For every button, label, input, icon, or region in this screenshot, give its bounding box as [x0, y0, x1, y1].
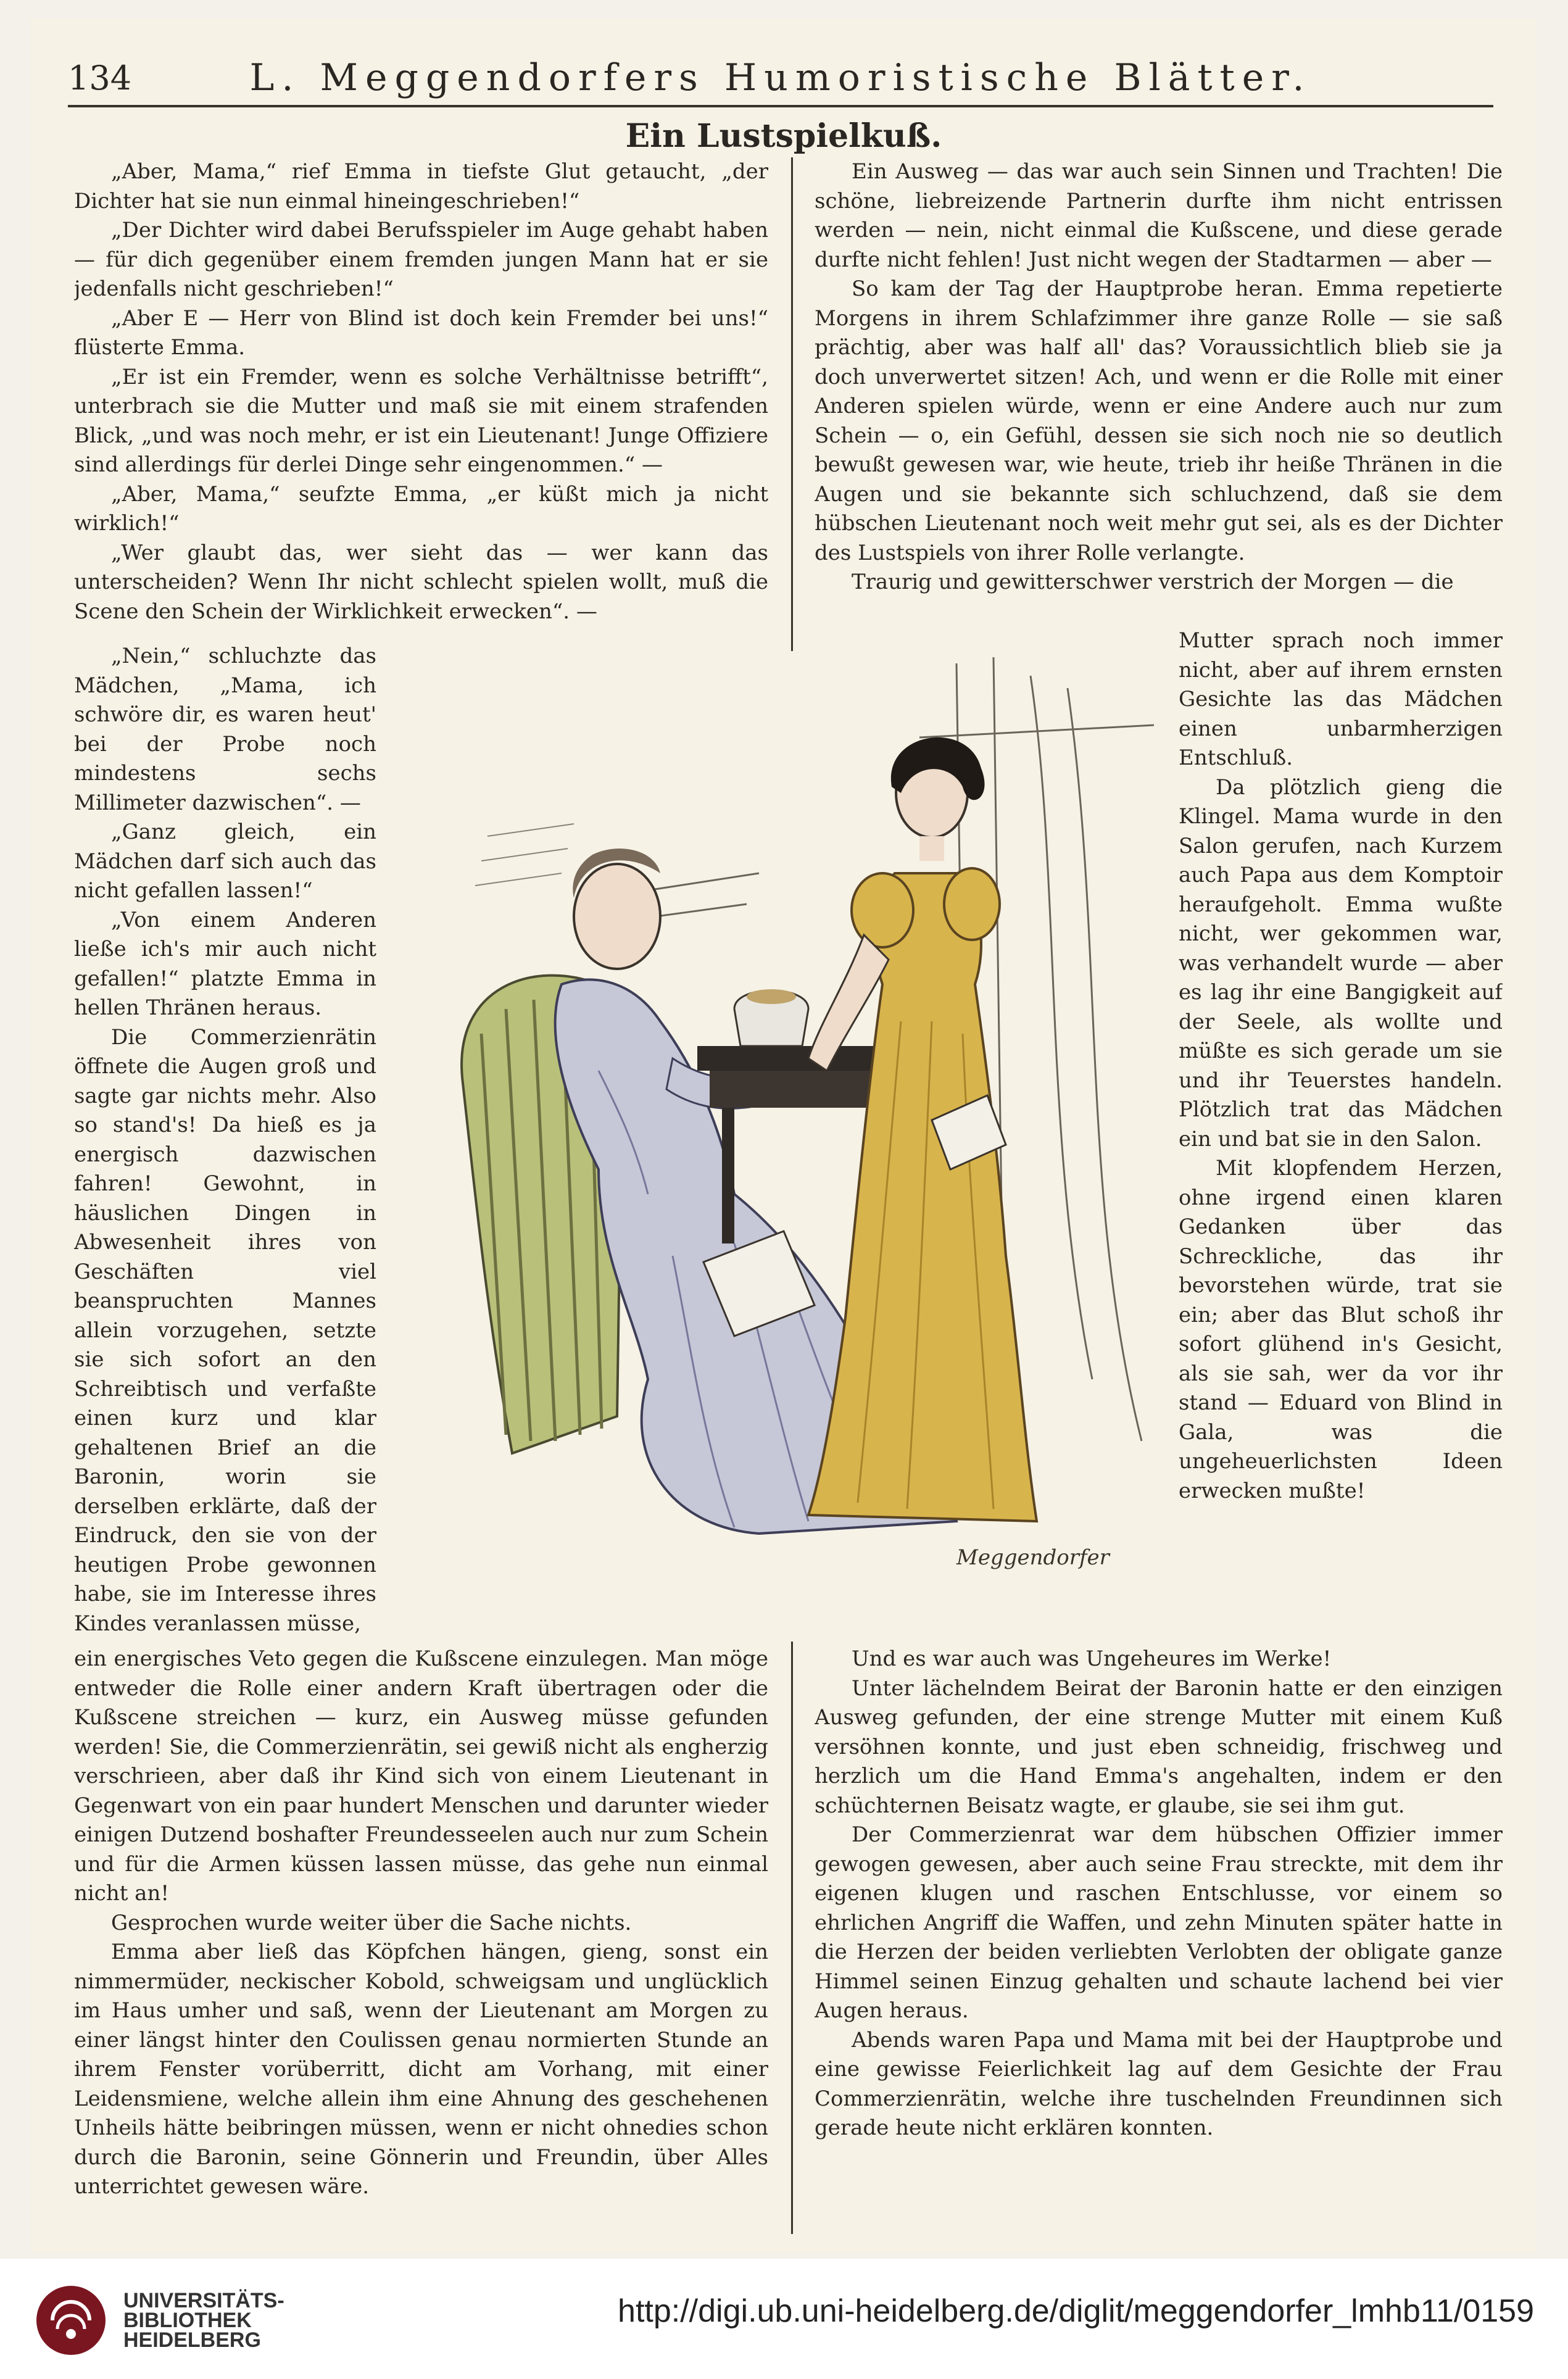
page-number: 134 — [68, 59, 132, 98]
column-right-top — [815, 157, 1503, 626]
standing-daughter — [808, 737, 1037, 1521]
heidelberg-library-logo — [34, 2283, 108, 2357]
library-name-line: HEIDELBERG — [123, 2328, 261, 2352]
paragraph: Ein Ausweg — das war auch sein Sinnen und Trachten! Die schöne, liebreizende Partnerin durfte ihm nicht entrissen werden — nein, nicht einmal die Kußscene, und diese gerade durfte nicht fehlen! Just nicht wegen der Stadtarmen — aber — — [815, 159, 1503, 272]
newspaper-page — [31, 19, 1537, 2252]
column-right-narrow — [1179, 626, 1503, 1632]
paragraph: Abends waren Papa und Mama mit bei der Hauptprobe und eine gewisse Feierlichkeit lag auf dem Gesichte der Frau Commerzienrätin, welche ihre tuschelnden Freundinnen sich gerade heute nicht erklären konnten. — [815, 2027, 1503, 2140]
paragraph: Emma aber ließ das Köpfchen hängen, gieng, sonst ein nimmermüder, neckischer Kobold, schweigsam und unglücklich im Haus umher und saß, wenn der Lieutenant am Morgen zu einer längst hinter den Coulissen genau normierten Stunde an ihrem Fenster vorüberritt, dicht am Vorhang, mit einer Leidensmiene, welche allein ihm eine Ahnung des geschehenen Unheils hätte beibringen müssen, wenn er nicht ohnedies schon durch die Baronin, seine Gönnerin und Freundin, über Alles unterrichtet gewesen wäre. — [74, 1940, 768, 2199]
paragraph: „Aber E — Herr von Blind ist doch kein Fremder bei uns!“ flüsterte Emma. — [74, 305, 768, 360]
paragraph: „Von einem Anderen ließe ich's mir auch nicht gefallen!“ platzte Emma in hellen Thränen heraus. — [74, 907, 376, 1020]
library-footer — [0, 2259, 1568, 2379]
paragraph: „Nein,“ schluchzte das Mädchen, „Mama, ich schwöre dir, es waren heut' bei der Probe noch mindestens sechs Millimeter dazwischen“. — — [74, 644, 376, 815]
paragraph: „Aber, Mama,“ seufzte Emma, „er küßt mich ja nicht wirklich!“ — [74, 481, 768, 536]
paragraph: Traurig und gewitterschwer verstrich der Morgen — die — [852, 570, 1454, 594]
paragraph: Gesprochen wurde weiter über die Sache nichts. — [111, 1910, 632, 1935]
column-right-bottom — [815, 1645, 1503, 2237]
column-left-narrow — [74, 642, 376, 1642]
article-title: Ein Lustspielkuß. — [625, 117, 942, 155]
column-divider-top — [791, 157, 793, 651]
paragraph: Unter lächelndem Beirat der Baronin hatte er den einzigen Ausweg gefunden, der eine strenge Mutter mit einem Kuß versöhnen konnte, und just eben schneidig, frischweg und herzlich um die Hand Emma's angehalten, indem er den schüchternen Beisatz wagte, er glaube, sie sei ihm gut. — [815, 1675, 1503, 1818]
page-header — [68, 46, 1493, 107]
library-name-line: BIBLIOTHEK — [123, 2309, 252, 2332]
source-url[interactable]: http://digi.ub.uni-heidelberg.de/diglit/meggendorfer_lmhb11/0159 — [618, 2293, 1534, 2329]
paragraph: „Wer glaubt das, wer sieht das — wer kann das unterscheiden? Wenn Ihr nicht schlecht spielen wollt, muß die Scene den Schein der Wirklichkeit erwecken“. — — [74, 540, 768, 624]
background-hatching — [475, 824, 574, 886]
paragraph: Mutter sprach noch immer nicht, aber auf ihrem ernsten Gesichte las das Mädchen einen unbarmherzigen Entschluß. — [1179, 628, 1503, 770]
paragraph: ein energisches Veto gegen die Kußscene einzulegen. Man möge entweder die Rolle einer andern Kraft übertragen oder die Kußscene streichen — kurz, ein Ausweg müsse gefunden werden! Sie, die Commerzienrätin, sei gewiß nicht als engherzig verschrieen, aber daß ihr Kind sich von einem Lieutenant in Gegenwart von ein paar hundert Menschen und darunter wieder einigen Dutzend boshafter Freundesseelen auch nur zum Schein und für die Armen küssen lassen müsse, das gehe nun einmal nicht an! — [74, 1646, 768, 1906]
library-name — [123, 2291, 284, 2350]
running-title: L. Meggendorfers Humoristische Blätter. — [249, 56, 1312, 99]
paragraph: „Der Dichter wird dabei Berufsspieler im Auge gehabt haben — für dich gegenüber einem fremden jungen Mann hat er sie jedenfalls nicht geschrieben!“ — [74, 218, 768, 301]
paragraph: „Aber, Mama,“ rief Emma in tiefste Glut getaucht, „der Dichter hat sie nun einmal hineingeschrieben!“ — [74, 159, 768, 214]
library-name-line: UNIVERSITÄTS- — [123, 2289, 284, 2312]
paragraph: „Ganz gleich, ein Mädchen darf sich auch das nicht gefallen lassen!“ — [74, 820, 376, 903]
paragraph: „Er ist ein Fremder, wenn es solche Verhältnisse betrifft“, unterbrach sie die Mutter und maß sie mit einem strafenden Blick, „und was noch mehr, er ist ein Lieutenant! Junge Offiziere sind allerdings für derlei Dinge sehr eingenommen.“ — — [74, 364, 768, 477]
paragraph: Mit klopfendem Herzen, ohne irgend einen klaren Gedanken über das Schreckliche, das ihr bevorstehen würde, trat sie ein; aber das Blut schoß ihr sofort glühend in's Gesicht, als sie sah, wer da vor ihr stand — Eduard von Blind in Gala, was die ungeheuerlichsten Ideen erwecken mußte! — [1179, 1156, 1503, 1503]
illustration-mother-and-daughter — [413, 639, 1179, 1626]
column-left-top — [74, 157, 768, 645]
paragraph: So kam der Tag der Hauptprobe heran. Emma repetierte Morgens in ihrem Schlafzimmer ihre ganze Rolle — sie saß prächtig, aber was half all' das? Voraussichtlich blieb sie ja doch unverwertet sitzen! Ach, und wenn er die Rolle mit einer Anderen spielen würde, wenn er eine Andere auch nur zum Schein — o, ein Gefühl, dessen sie sich noch nie so deutlich bewußt gewesen war, wie heute, trieb ihr heiße Thränen in die Augen und sie bekannte sich schluchzend, daß sie dem hübschen Lieutenant noch weit mehr gut sei, als es der Dichter des Lustspiels von ihrer Rolle verlangte. — [815, 276, 1503, 565]
artist-signature: Meggendorfer — [956, 1545, 1110, 1570]
column-divider-bottom — [791, 1642, 793, 2234]
column-left-bottom — [74, 1645, 768, 2237]
paragraph: Da plötzlich gieng die Klingel. Mama wurde in den Salon gerufen, nach Kurzem auch Papa aus dem Komptoir heraufgeholt. Emma wußte nicht, wer gekommen war, was verhandelt wurde — aber es lag ihr eine Bangigkeit auf der Seele, als wollte und müßte es sich gerade um sie und ihr Teuerstes handeln. Plötzlich trat das Mädchen ein und bat sie in den Salon. — [1179, 774, 1503, 1152]
paragraph: Und es war auch was Ungeheures im Werke! — [852, 1646, 1332, 1671]
paragraph: Die Commerzienrätin öffnete die Augen groß und sagte gar nichts mehr. Also so stand's! Da hieß es ja energisch dazwischen fahren! Gewohnt, in häuslichen Dingen in Abwesenheit ihres von Geschäften viel beanspruchten Mannes allein vorzugehen, setzte sie sich sofort an den Schreibtisch und verfaßte einen kurz und klar gehaltenen Brief an die Baronin, worin sie derselben erklärte, daß der Eindruck, den sie von der heutigen Probe gewonnen habe, sie im Interesse ihres Kindes veranlassen müsse, — [74, 1024, 376, 1636]
paragraph: Der Commerzienrat war dem hübschen Offizier immer gewogen gewesen, aber auch seine Frau streckte, mit dem ihr eigenen klugen und raschen Entschlusse, vor einem so ehrlichen Angriff die Waffen, und zehn Minuten später hatte in die Herzen der beiden verliebten Verlobten der obligate ganze Himmel seinen Einzug gehalten und schaute lachend bei vier Augen heraus. — [815, 1822, 1503, 2023]
